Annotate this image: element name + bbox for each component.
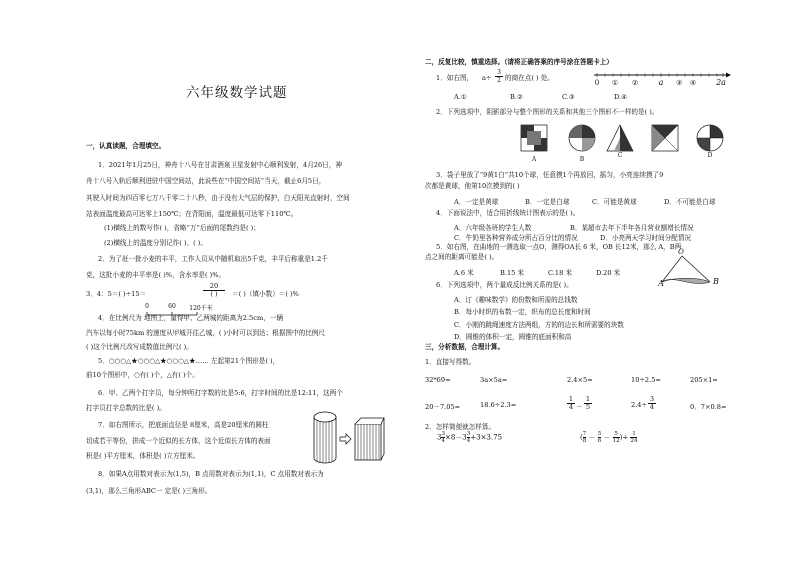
scale-label-0: 0 — [145, 303, 149, 310]
rq3-option-c: C．可能是黄球 — [592, 198, 637, 206]
rq5-option-d: D.20 米 — [596, 269, 621, 277]
direct-frac-c-num: 3 — [649, 395, 655, 403]
calc2-fr2c-den: 12 — [612, 438, 620, 444]
direct-frac-a-den: 4 — [568, 403, 574, 411]
q1-line-4: 站表面温度最高可达零上150℃；在背阳面，温度最低可达零下110℃。 — [86, 210, 298, 218]
q1-line-2: 舟十八号入轨后顺利进驻中国空间站，此说些在“中国空间站“当天，截止6月5日， — [86, 177, 326, 185]
calc2-fr1b-num: 3 — [466, 431, 471, 437]
calc2-fr2a-num: 7 — [582, 431, 587, 437]
page-title: 六年级数学试题 — [186, 85, 288, 101]
direct-frac-b-den: 5 — [585, 403, 591, 411]
q3-frac-den: ( ) — [203, 290, 225, 298]
rq5-line-1: 5．如右图，在曲地的一测选取一点O，测得OA长 6 米，OB 长12米，那么 A，B两 — [436, 243, 682, 251]
q3-line: 3．4：5＝( )÷15＝ — [86, 290, 147, 298]
nl-label-1: ① — [611, 79, 619, 87]
rq6-option-b: B．每小时织的布数一定，织布的总长度和时间 — [454, 308, 591, 316]
rq2-line: 2．下列选项中，阴影部分与整个图形的关系和其他三个图形不一样的是( )。 — [436, 108, 659, 116]
direct-minus: － — [576, 403, 583, 411]
direct-frac-a — [567, 396, 575, 411]
rq6-line: 6．下列选项中，两个量成反比例关系的是( )。 — [436, 281, 573, 289]
direct-frac-c-den: 4 — [649, 403, 655, 411]
q5-line-1: 5．○○○△★○○○△★○○○△★…… 左起第21个图形是( )， — [98, 357, 280, 365]
rq6-option-d: D．圆锥的体积一定，圆锥的底面积和高 — [454, 333, 572, 341]
lake-label-a: A — [658, 279, 664, 288]
calc2-fr2d-den: 24 — [630, 438, 638, 444]
rq4-option-b: B．某超市去年下半年各月营业额增长情况 — [570, 224, 694, 232]
calc2-fr2a-den: 8 — [582, 438, 587, 444]
rq1-prefix: 1．如右图， — [436, 74, 474, 82]
section-heading-calc: 三，分析数据，合理计算。 — [425, 343, 505, 351]
scale-label-120: 120千米 — [189, 305, 213, 312]
nl-label-2: ② — [631, 79, 639, 87]
direct-frac-b-num: 1 — [585, 395, 591, 403]
rq5-line-2: 点之间的距离可能是( )。 — [425, 253, 499, 261]
scale-label-60: 60 — [168, 303, 176, 310]
shapes-figure — [520, 124, 725, 154]
direct-r1-c2: 3a×5a= — [480, 376, 508, 384]
direct-r2-c2: 18.6÷2.3= — [480, 401, 517, 409]
rq1-mid: 的商在点( ) 处。 — [505, 74, 554, 82]
q8-line-1: 8．如果A点用数对表示为(1,5)，B 点用数对表示为(1,1)，C 点用数对表示为 — [98, 470, 324, 478]
cylinder-figure — [312, 410, 384, 465]
calc2-expr-1: 3 $\frac{3}{4}$ ×8－3 $\frac{3}{4}$ +3×3.75 — [437, 431, 503, 444]
q2-line-1: 2．为了赶一批小麦的丰平，工作人员从中随机取出5千克，丰平后称重是1.2千 — [98, 255, 328, 263]
calc2-expr-2: ( $\frac{7}{8}$ － $\frac{5}{6}$ － $\frac{5}{12}$ )÷ $\frac{1}{24}$ — [580, 431, 638, 444]
nl-label-0: 0 — [594, 79, 600, 87]
rq1-frac-den: 2 — [495, 76, 503, 84]
rq3-option-a: A．一定是黄球 — [454, 198, 499, 206]
q8-line-2: (3,1)，那么三角形ABC一 定是( )三角形。 — [86, 487, 212, 495]
lake-figure — [658, 252, 718, 288]
direct-r1-c4: 10÷2.5= — [631, 376, 661, 384]
q7-line-2: 切成若干等份，拼成一个近似的长方体，这个近似长方体的表面 — [86, 437, 271, 445]
rq1-frac-num: 3 — [497, 69, 501, 76]
q3-tail: ＝( )（填小数）＝( )% — [232, 290, 299, 298]
calc2-fr2c-num: 5 — [614, 431, 618, 437]
q1-sub-1: (1)横线上的数写作( )，省略“万”后面的尾数约是( )； — [104, 224, 260, 232]
direct-r2-c4-prefix: 2.4÷ — [631, 401, 648, 409]
q4-line-1: 4．在比例尺为 地图上，量得甲、乙两城的距离为2.5cm，一辆 — [98, 314, 283, 322]
calc2-fr1-num: 3 — [441, 431, 445, 437]
calc2-fr2b-den: 6 — [597, 438, 602, 444]
direct-frac-c — [648, 396, 656, 411]
q1-line-1: 1．2021年1月25日，神舟十八号在甘肃酒泉卫星发射中心顺利发射，4月26日，神 — [98, 161, 342, 169]
calc2-fr2b-num: 5 — [597, 431, 602, 437]
direct-r1-c1: 32*69= — [425, 376, 451, 384]
q1-line-3: 其驶入时间为四百零七万八千零二十八秒，由于没有大气层的保护，白天阳光直射时，空间 — [86, 194, 350, 202]
rq4-line: 4．下面说法中，适合用折线统计图表示的是( )。 — [436, 209, 580, 217]
rq4-option-a: A．六年级各班的学生人数 — [454, 224, 532, 232]
q7-line-1: 7．如右图所示，把底面直径是 8厘米，高是20厘米的圆柱 — [98, 421, 269, 429]
q6-line-1: 6．甲、乙两个打字员，每分钟所打字数的比是5:6，打字时间的比是12:11，这两个 — [98, 389, 343, 397]
calc2-fr1b-den: 4 — [466, 438, 471, 444]
rq5-option-a: A.6 米 — [454, 269, 474, 277]
q3-frac-num: 20 — [209, 282, 219, 290]
rq3-line-2: 次都是黄球，他第10次摸到的( ) — [425, 182, 520, 190]
rq2-label-d: D — [707, 152, 713, 159]
lake-label-o: O — [678, 248, 684, 256]
rq5-option-c: C.18 米 — [548, 269, 572, 277]
direct-r2-c1: 20－7.05= — [425, 403, 461, 411]
direct-r2-c5: 0．7×0.8= — [690, 403, 727, 411]
rq1-fraction — [495, 69, 503, 84]
calc2-fr1-den: 4 — [441, 438, 445, 444]
direct-frac-b — [584, 396, 592, 411]
nl-label-a: a — [658, 78, 664, 87]
rq1-option-c: C.③ — [562, 93, 575, 101]
q5-line-2: 前10个图形中，○有( )个，△有( )个。 — [86, 371, 199, 379]
calc1-heading: 1．直接写得数。 — [425, 358, 476, 366]
rq2-label-b: B — [579, 156, 585, 163]
rq3-option-b: B．一定是白球 — [525, 198, 570, 206]
rq3-line-1: 3．袋子里放了“9黄1白”共10个球，任意摸1个再放回，摇匀，小亮连续摸了9 — [436, 171, 664, 179]
nl-label-2a: 2a — [716, 78, 726, 87]
q6-line-2: 打字员打字总数的比是( )。 — [86, 404, 166, 412]
q7-line-3: 积是( )平方厘米，体积是( )立方厘米。 — [86, 452, 200, 460]
q3-fraction — [203, 283, 225, 298]
rq1-option-d: D.④ — [614, 93, 628, 101]
calc2-fr2d-num: 1 — [632, 431, 636, 437]
rq1-option-a: A.① — [454, 93, 467, 101]
rq1-expr: a÷ — [482, 74, 492, 82]
q1-sub-2: (2)横线上的温度分别记作( )、( )。 — [104, 239, 207, 247]
rq6-option-a: A．订《趣味数学》的份数和所需的总钱数 — [454, 296, 578, 304]
rq1-option-b: B.② — [510, 93, 523, 101]
q4-line-2: 汽车以每小时75km 的速度从甲城开往乙城，( )小时可以到达；根据图中的比例尺 — [86, 329, 325, 337]
direct-r1-c5: 205×1= — [690, 376, 718, 384]
rq4-option-c: C．牛奶里各种营养成分所占百分比的情况 — [454, 234, 578, 242]
section-heading-fill: 一，认真读题，合理填空。 — [86, 142, 166, 150]
direct-r1-c3: 2.4×5= — [567, 376, 593, 384]
lake-label-b: B — [713, 277, 719, 286]
q2-line-2: 克，这批小麦的丰平率是( )%，含水率是( )%。 — [86, 271, 226, 279]
rq6-option-c: C．小刚的跳绳速度方法两组，方的的边长和所需要的块数 — [454, 321, 624, 329]
rq3-option-d: D．不可能是白球 — [664, 198, 716, 206]
rq5-option-b: B.15 米 — [500, 269, 525, 277]
section-heading-choice: 二，反复比较，慎重选择。（请将正确答案的序号涂在答题卡上） — [425, 58, 613, 66]
q4-line-3: ( )这个比例尺改写成数值比例尺( )。 — [86, 343, 193, 351]
calc2-heading: 2．怎样简便就怎样算。 — [425, 423, 496, 431]
nl-label-3: ③ — [675, 79, 683, 87]
rq4-option-d: D．小亮两天学习时间分配情况 — [600, 234, 692, 242]
rq2-label-c: C — [617, 152, 623, 159]
direct-frac-a-num: 1 — [568, 395, 574, 403]
rq2-label-a: A — [531, 156, 537, 163]
nl-label-4: ④ — [689, 79, 697, 87]
